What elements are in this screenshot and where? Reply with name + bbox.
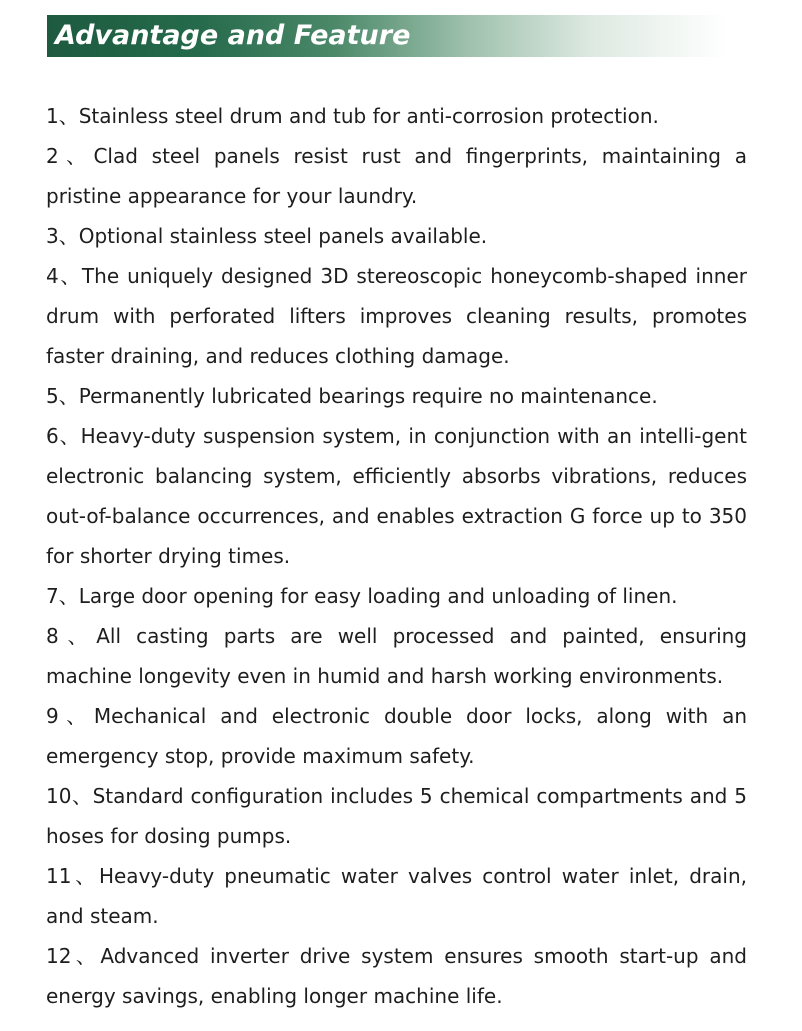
feature-item-8: 8、All casting parts are well processed and painted, ensuring machine longevity even in humid and harsh working environments.: [46, 624, 747, 688]
feature-item-1: 1、Stainless steel drum and tub for anti-corrosion protection.: [46, 104, 659, 128]
section-header-bar: [47, 15, 727, 57]
feature-item-12: 12、Advanced inverter drive system ensures smooth start-up and energy savings, enabling longer machine life.: [46, 944, 747, 1008]
section-title: Advantage and Feature: [55, 20, 411, 51]
feature-item-4: 4、The uniquely designed 3D stereoscopic honeycomb-shaped inner drum with perforated lifters improves cleaning results, promotes faster draining, and reduces clothing damage.: [46, 264, 747, 368]
feature-item-11: 11、Heavy-duty pneumatic water valves control water inlet, drain, and steam.: [46, 864, 747, 928]
feature-list: [46, 96, 747, 1016]
feature-item-2: 2、Clad steel panels resist rust and fingerprints, maintaining a pristine appearance for your laundry.: [46, 144, 747, 208]
feature-item-9: 9、Mechanical and electronic double door locks, along with an emergency stop, provide maximum safety.: [46, 704, 747, 768]
feature-item-3: 3、Optional stainless steel panels available.: [46, 224, 488, 248]
feature-item-10: 10、Standard configuration includes 5 chemical compartments and 5 hoses for dosing pumps.: [46, 784, 747, 848]
feature-item-5: 5、Permanently lubricated bearings require no maintenance.: [46, 384, 658, 408]
feature-item-6: 6、Heavy-duty suspension system, in conjunction with an intelli-gent electronic balancing system, efficiently absorbs vibrations, reduces out-of-balance occurrences, and enables extraction G force up to 350 for shorter drying times.: [46, 424, 747, 568]
feature-item-7: 7、Large door opening for easy loading and unloading of linen.: [46, 584, 678, 608]
